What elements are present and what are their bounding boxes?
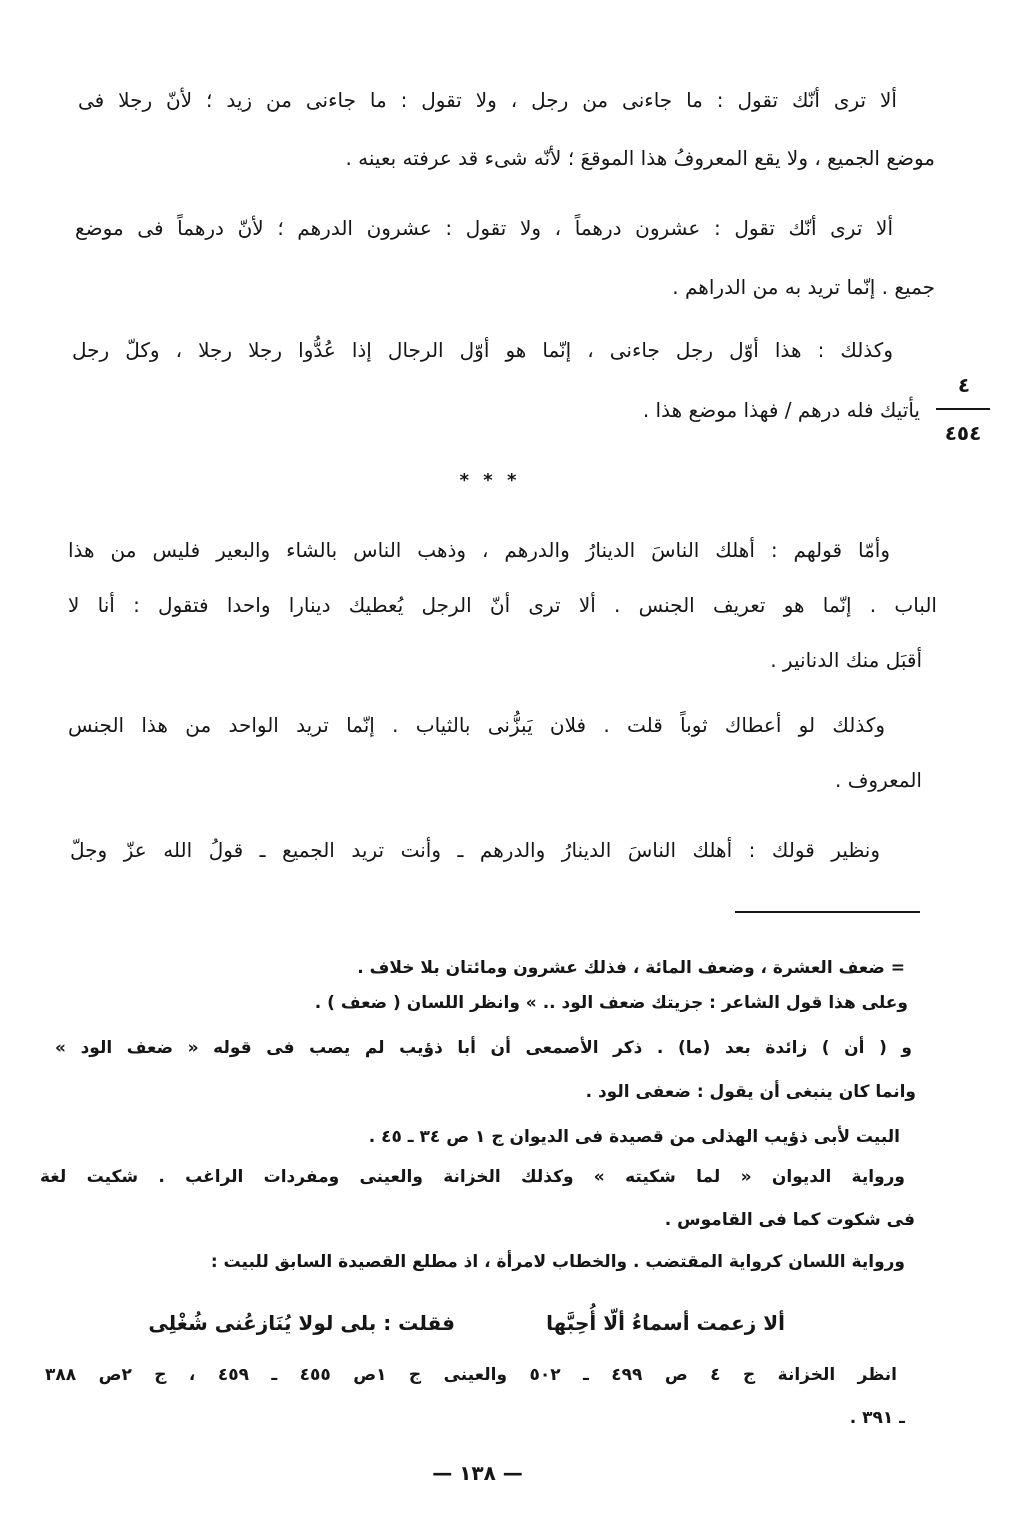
- body-line: وأمّا قولهم : أهلك الناسَ الدينارُ والدرهم ، وذهب الناس بالشاء والبعير فليس من هذا: [68, 538, 890, 562]
- footnote-line: ورواية الديوان « لما شكيته » وكذلك الخزانة والعينى ومفردات الراغب . شكيت لغة: [40, 1167, 905, 1187]
- margin-note-denominator: ٤٥٤: [944, 421, 982, 445]
- body-line: وكذلك : هذا أوّل رجل جاءنى ، إنّما هو أوّل الرجال إذا عُدُّوا رجلا رجلا ، وكلّ رجل: [72, 338, 893, 362]
- footnote-line: ورواية اللسان كرواية المقتضب . والخطاب لامرأة ، اذ مطلع القصيدة السابق للبيت :: [210, 1252, 905, 1272]
- footnote-line: انظر الخزانة ج ٤ ص ٤٩٩ ـ ٥٠٢ والعينى ج ١ص ٤٥٥ ـ ٤٥٩ ، ج ٢ص ٣٨٨: [45, 1365, 897, 1385]
- body-line: وكذلك لو أعطاك ثوباً قلت . فلان يَبزُّنى بالثياب . إنّما تريد الواحد من هذا الجنس: [68, 713, 885, 737]
- body-line: ألا ترى أنّك تقول : ما جاءنى من رجل ، ولا تقول : ما جاءنى من زيد ؛ لأنّ رجلا فى: [78, 88, 897, 112]
- footnote-rule: [735, 911, 920, 913]
- footnote-line: البيت لأبى ذؤيب الهذلى من قصيدة فى الديوان ج ١ ص ٣٤ ـ ٤٥ .: [368, 1127, 900, 1147]
- footnote-line: و ( أن ) زائدة بعد (ما) . ذكر الأصمعى أن أبا ذؤيب لم يصب فى قوله « ضعف الود »: [55, 1038, 912, 1058]
- footnote-line: ـ ٣٩١ .: [849, 1408, 905, 1428]
- body-line: المعروف .: [834, 768, 922, 792]
- body-line: يأتيك فله درهم / فهذا موضع هذا .: [642, 398, 920, 422]
- verse-first-hemistich: ألا زعمت أسماءُ ألّا أُحِبَّها: [546, 1311, 785, 1335]
- page-number: — ١٣٨ —: [432, 1461, 523, 1485]
- body-line: جميع . إنّما تريد به من الدراهم .: [672, 275, 935, 299]
- margin-note-bar: [936, 408, 990, 410]
- body-line: ألا ترى أنّك تقول : عشرون درهماً ، ولا تقول : عشرون الدرهم ؛ لأنّ درهماً فى موضع: [75, 216, 893, 240]
- footnote-line: = ضعف العشرة ، وضعف المائة ، فذلك عشرون ومائتان بلا خلاف .: [357, 958, 905, 978]
- body-line: الباب . إنّما هو تعريف الجنس . ألا ترى أنّ الرجل يُعطيك دينارا واحدا فتقول : أنا لا: [68, 593, 937, 617]
- verse-second-hemistich: فقلت : بلى لولا يُنَازعُنى شُغْلِى: [148, 1311, 455, 1335]
- body-line: أقبَل منك الدنانير .: [770, 648, 922, 672]
- body-line: ونظير قولك : أهلك الناسَ الدينارُ والدرهم ـ وأنت تريد الجميع ـ قولُ الله عزّ وجلّ: [70, 838, 880, 862]
- footnote-line: فى شكوت كما فى القاموس .: [664, 1210, 915, 1230]
- footnote-line: وعلى هذا قول الشاعر : جزيتك ضعف الود .. » وانظر اللسان ( ضعف ) .: [314, 993, 908, 1013]
- margin-note-numerator: ٤: [957, 373, 971, 397]
- footnote-line: وانما كان ينبغى أن يقول : ضعفى الود .: [585, 1082, 916, 1102]
- body-line: موضع الجميع ، ولا يقع المعروفُ هذا الموقعَ ؛ لأنّه شىء قد عرفته بعينه .: [345, 146, 935, 170]
- section-break: * * *: [459, 470, 521, 491]
